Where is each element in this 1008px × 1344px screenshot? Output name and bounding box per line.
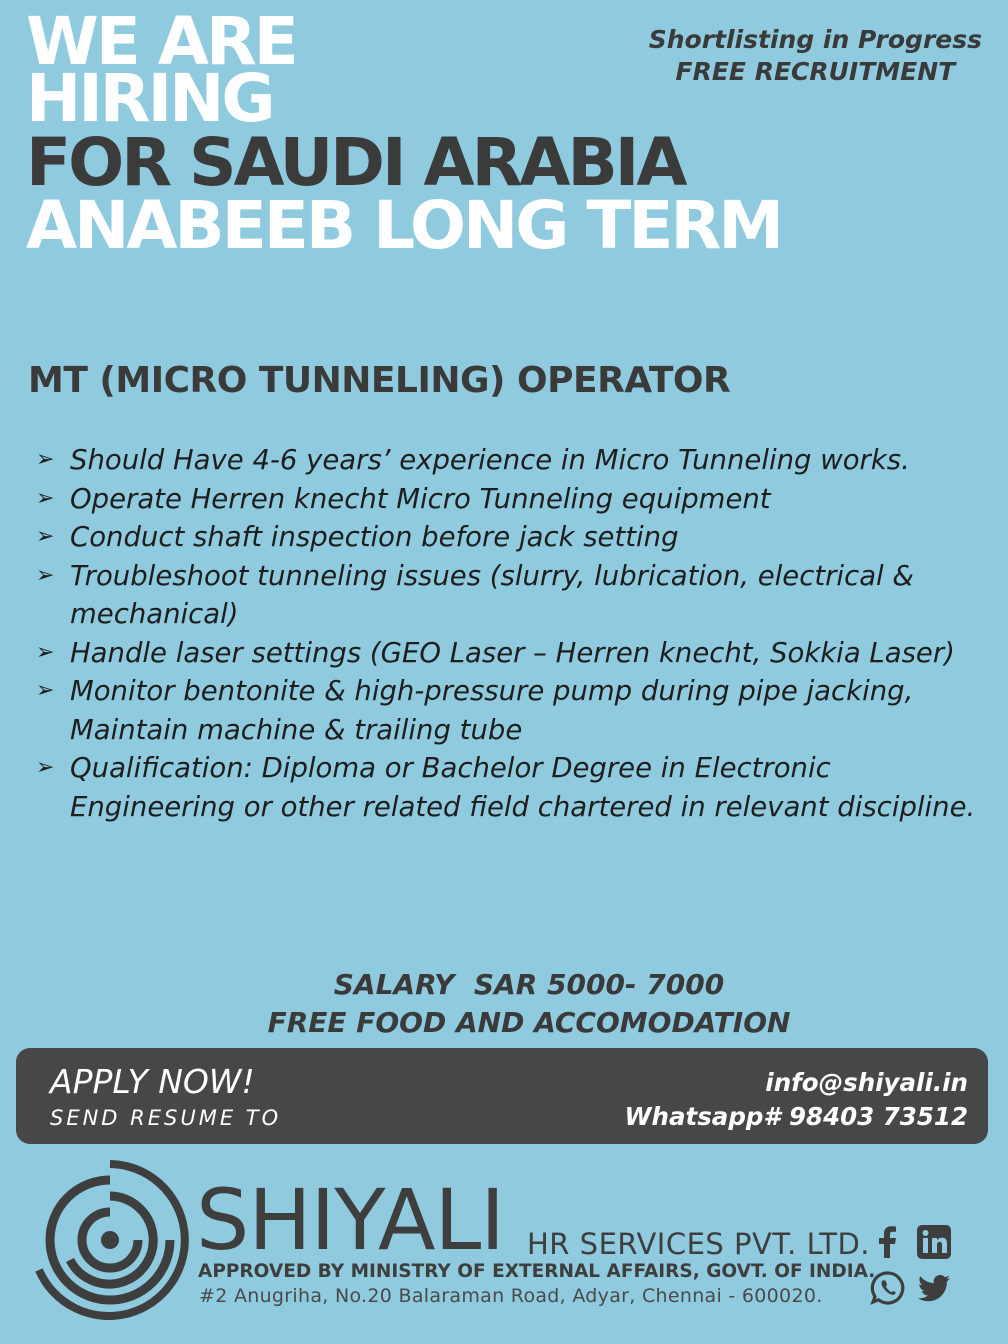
brand-name: SHIYALI: [196, 1171, 505, 1269]
list-item: ➢ Monitor bentonite & high-pressure pump during pipe jacking, Maintain machine & trailing tube: [36, 672, 986, 749]
brand-subtitle: HR SERVICES PVT. LTD.: [527, 1227, 871, 1261]
arrow-bullet-icon: ➢: [36, 639, 55, 665]
recruitment-status: [649, 24, 982, 88]
salary-text: SALARY SAR 5000- 7000: [333, 968, 725, 1001]
list-item: ➢ Operate Herren knecht Micro Tunneling equipment: [36, 480, 986, 519]
headline-line-3: FOR SAUDI ARABIA: [26, 123, 685, 201]
benefits-text: FREE FOOD AND ACCOMODATION: [267, 1006, 791, 1039]
arrow-bullet-icon: ➢: [36, 562, 55, 588]
contact-details: [625, 1066, 968, 1134]
linkedin-icon[interactable]: [916, 1224, 952, 1260]
apply-now-heading: APPLY NOW!: [50, 1062, 255, 1101]
list-item: ➢ Conduct shaft inspection before jack setting: [36, 518, 986, 557]
send-resume-label: SEND RESUME TO: [50, 1106, 282, 1130]
company-address: #2 Anugriha, No.20 Balaraman Road, Adyar, Chennai - 600020.: [199, 1285, 823, 1307]
salary-block: [0, 966, 1008, 1042]
shortlisting-text: Shortlisting in Progress: [648, 25, 982, 54]
list-item: ➢ Should Have 4-6 years’ experience in Micro Tunneling works.: [36, 441, 986, 480]
arrow-bullet-icon: ➢: [36, 755, 55, 780]
approval-text: APPROVED BY MINISTRY OF EXTERNAL AFFAIRS, GOVT. OF INDIA.: [198, 1261, 876, 1282]
twitter-icon[interactable]: [916, 1270, 952, 1306]
email-link[interactable]: info@shiyali.in: [765, 1068, 968, 1097]
headline-line-4: ANABEEB LONG TERM: [26, 187, 781, 265]
whatsapp-icon[interactable]: [870, 1270, 906, 1306]
apply-banner: [16, 1048, 988, 1144]
job-title: MT (MICRO TUNNELING) OPERATOR: [28, 360, 731, 401]
requirements-list: [36, 441, 986, 826]
shiyali-logo-icon: [30, 1160, 190, 1320]
whatsapp-number[interactable]: Whatsapp# 98403 73512: [624, 1102, 968, 1131]
arrow-bullet-icon: ➢: [36, 447, 55, 472]
arrow-bullet-icon: ➢: [36, 678, 55, 703]
list-item: ➢ Troubleshoot tunneling issues (slurry, lubrication, electrical & mechanical): [36, 557, 986, 634]
arrow-bullet-icon: ➢: [36, 485, 55, 511]
headline-line-2: HIRING: [26, 60, 273, 138]
list-item: ➢ Qualification: Diploma or Bachelor Degree in Electronic Engineering or other related field chartered in relevant discipline.: [36, 749, 986, 826]
list-item: ➢ Handle laser settings (GEO Laser – Herren knecht, Sokkia Laser): [36, 634, 986, 673]
facebook-icon[interactable]: [870, 1224, 906, 1260]
free-recruitment-text: FREE RECRUITMENT: [675, 57, 956, 86]
arrow-bullet-icon: ➢: [36, 524, 55, 549]
headline-line-1: WE ARE: [26, 3, 296, 80]
